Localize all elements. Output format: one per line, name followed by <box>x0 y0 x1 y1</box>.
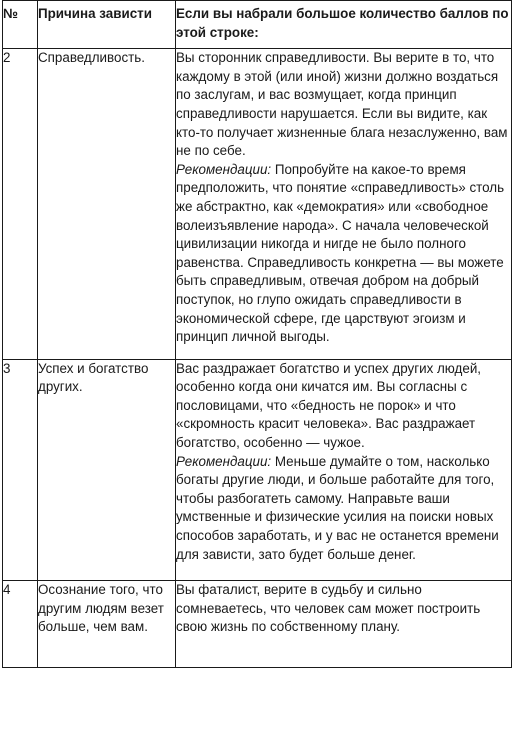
row-reason: Успех и богатство других. <box>38 359 176 581</box>
header-number: № <box>3 1 38 49</box>
row-number: 2 <box>3 49 38 360</box>
recommendation-text: Попробуйте на какое-то время предположить, что понятие «справедливость» столь же абстрактно, как «демократия» или «свободное волеизъявление народа». С начала человеческой цивилизации никогда и нигде не было полного равенства. Справедливость конкретна — вы можете быть справедливым, отвечая добром на добрый поступок, но глупо ожидать справедливости в экономической сфере, где царствуют эгоизм и принцип личной выгоды. <box>176 161 505 345</box>
row-number: 3 <box>3 359 38 581</box>
table-header-row <box>3 1 512 49</box>
row-reason: Справедливость. <box>38 49 176 360</box>
header-description: Если вы набрали большое количество баллов по этой строке: <box>176 1 512 49</box>
header-reason: Причина зависти <box>38 1 176 49</box>
row-number: 4 <box>3 581 38 668</box>
row-description <box>176 49 512 360</box>
recommendation-label: Рекомендации: <box>176 453 272 469</box>
description-text: Вы фаталист, верите в судьбу и сильно сомневаетесь, что человек сам может построить свою жизнь по собственному плану. <box>176 582 481 635</box>
recommendation-label: Рекомендации: <box>176 161 272 177</box>
row-description <box>176 581 512 668</box>
table-row <box>3 359 512 581</box>
row-reason: Осознание того, что другим людям везет больше, чем вам. <box>38 581 176 668</box>
recommendation-paragraph <box>176 161 511 347</box>
row-description <box>176 359 512 581</box>
envy-reasons-table <box>2 0 512 668</box>
table-row <box>3 581 512 668</box>
recommendation-paragraph <box>176 453 511 565</box>
description-text: Вы сторонник справедливости. Вы верите в то, что каждому в этой (или иной) жизни должно воздаться по заслугам, и вас возмущает, когда принцип справедливости нарушается. Если вы видите, как кто-то получает жизненные блага незаслуженно, вам не по себе. <box>176 50 508 159</box>
recommendation-text: Меньше думайте о том, насколько богаты другие люди, и больше работайте для того, чтобы разбогатеть самому. Направьте ваши умственные и физические усилия на поиски новых способов заработать, и у вас не останется времени для зависти, зато будет больше денег. <box>176 453 499 562</box>
table-row <box>3 49 512 360</box>
description-text: Вас раздражает богатство и успех других людей, особенно когда они кичатся им. Вы согласны с пословицами, что «бедность не порок» и что «скромность красит человека». Вас раздражает богатство, особенно — чужое. <box>176 360 482 451</box>
